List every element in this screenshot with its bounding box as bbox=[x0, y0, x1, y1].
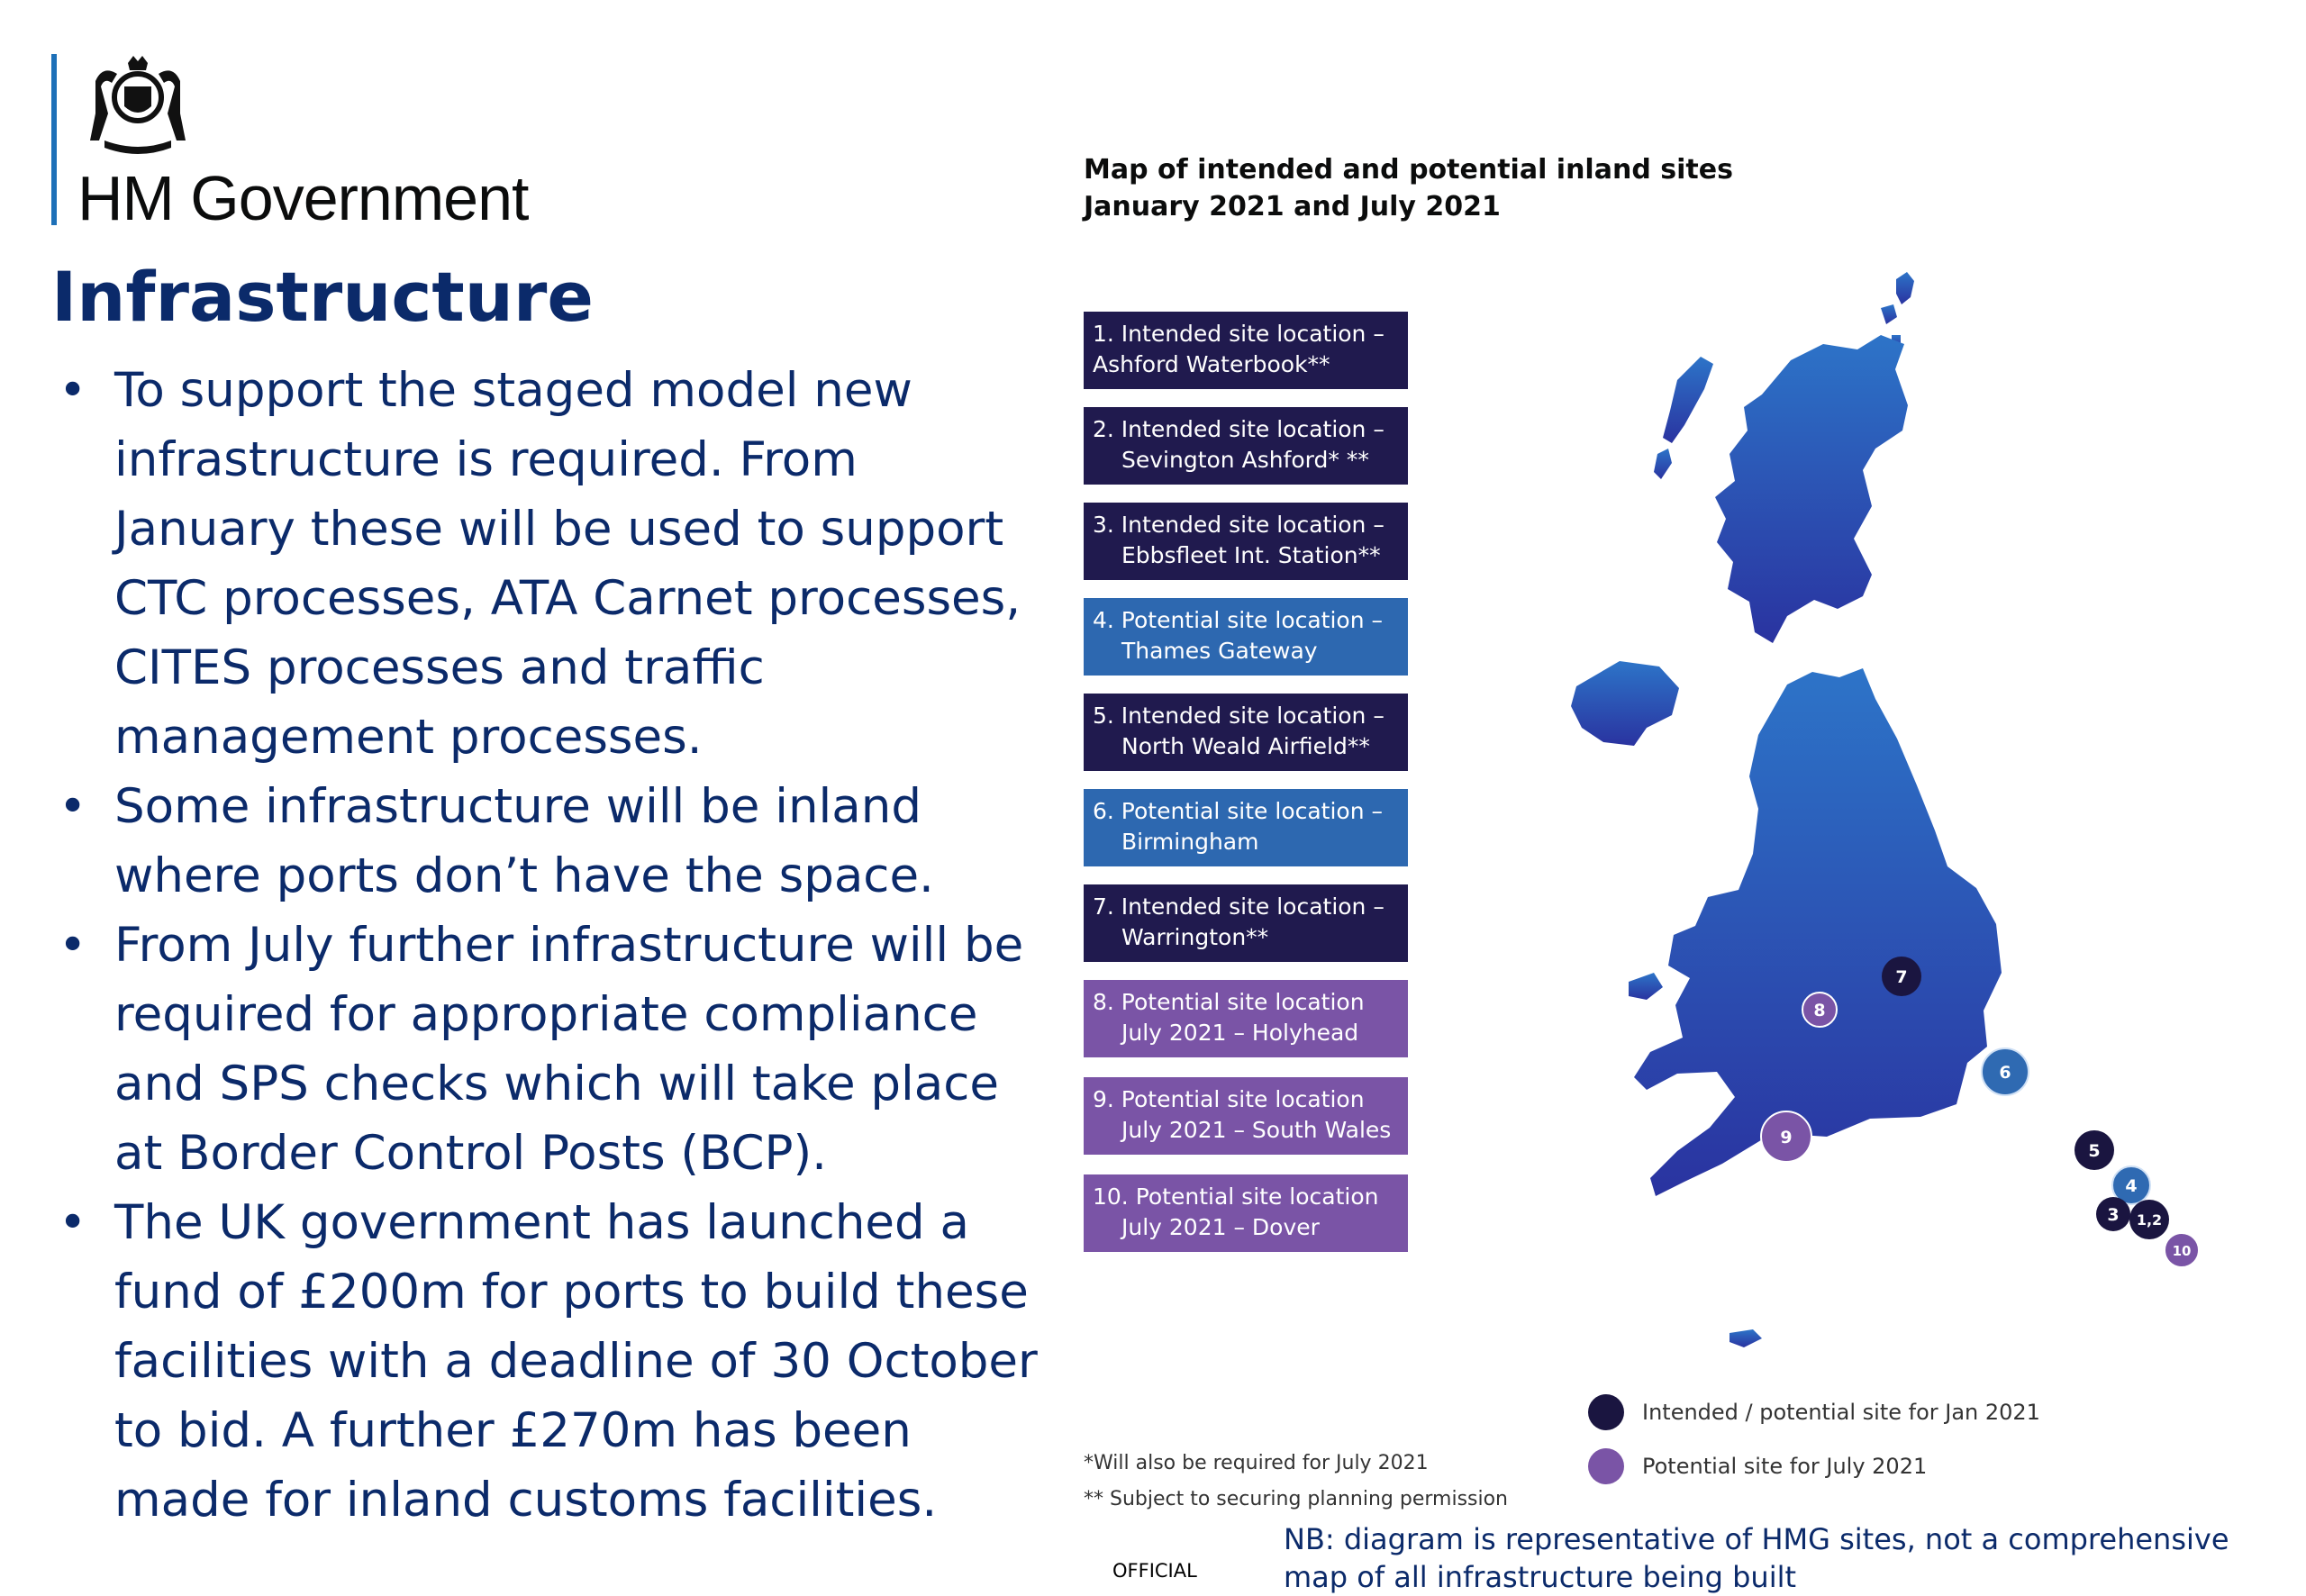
site-marker-8 bbox=[1802, 993, 1837, 1027]
list-item-text: To support the staged model new infrastructure is required. From January these will be used to support CTC processes, ATA Carnet processes, CITES processes and traffic management processes. bbox=[114, 363, 1021, 765]
diagram-note: NB: diagram is representative of HMG sites, not a comprehensive map of all infrastructure being built bbox=[1284, 1522, 2229, 1594]
potential-site-key-label: Potential site for July 2021 bbox=[1642, 1454, 1928, 1479]
royal-crest-icon bbox=[77, 54, 198, 158]
site-marker-label: 8 bbox=[1813, 1001, 1826, 1020]
site-marker-label: 6 bbox=[1999, 1063, 2011, 1083]
site-legend-line: North Weald Airfield** bbox=[1121, 733, 1370, 759]
bullet-icon: • bbox=[59, 363, 87, 418]
site-legend-5 bbox=[1084, 694, 1408, 771]
map-title bbox=[1084, 151, 1733, 225]
site-marker-label: 1,2 bbox=[2136, 1211, 2163, 1229]
intended-site-key-label: Intended / potential site for Jan 2021 bbox=[1642, 1400, 2040, 1425]
bullet-icon: • bbox=[59, 1195, 87, 1250]
uk-landmass bbox=[1571, 272, 2002, 1347]
organisation-name: HM Government bbox=[77, 163, 529, 233]
site-legend-line: 2. Intended site location – bbox=[1093, 416, 1385, 442]
site-legend-line: July 2021 – Dover bbox=[1121, 1214, 1320, 1240]
uk-map bbox=[1513, 261, 2261, 1369]
site-marker-label: 3 bbox=[2107, 1205, 2120, 1225]
brand-bar bbox=[51, 54, 57, 225]
site-legend-line: Birmingham bbox=[1121, 829, 1259, 855]
site-legend-line: 6. Potential site location – bbox=[1093, 798, 1384, 824]
site-marker-label: 5 bbox=[2088, 1141, 2101, 1161]
site-legend-line: July 2021 – Holyhead bbox=[1121, 1020, 1359, 1046]
page-title: Infrastructure bbox=[51, 257, 594, 337]
bullet-list bbox=[51, 356, 1051, 1535]
site-legend-7 bbox=[1084, 884, 1408, 962]
site-legend-line: 4. Potential site location – bbox=[1093, 607, 1384, 633]
footnote-july: *Will also be required for July 2021 bbox=[1084, 1452, 1429, 1474]
classification-label: OFFICIAL bbox=[1112, 1560, 1197, 1582]
bullet-icon: • bbox=[59, 779, 87, 834]
intended-site-key-dot bbox=[1588, 1394, 1624, 1430]
site-legend-1 bbox=[1084, 312, 1408, 389]
site-marker-5 bbox=[2074, 1130, 2114, 1170]
list-item-text: Some infrastructure will be inland where ports don’t have the space. bbox=[114, 779, 934, 903]
map-title-line-1: Map of intended and potential inland sites bbox=[1084, 154, 1733, 186]
site-legend-line: Thames Gateway bbox=[1121, 638, 1318, 664]
site-marker-label: 4 bbox=[2125, 1176, 2138, 1196]
site-legend-line: Ashford Waterbook** bbox=[1093, 351, 1330, 377]
footnote-planning: ** Subject to securing planning permission bbox=[1084, 1488, 1509, 1510]
site-marker-3 bbox=[2096, 1197, 2130, 1231]
site-legend-line: 10. Potential site location bbox=[1093, 1183, 1379, 1210]
list-item bbox=[51, 772, 1051, 911]
site-marker-label: 9 bbox=[1780, 1128, 1793, 1147]
site-legend-line: Ebbsfleet Int. Station** bbox=[1121, 542, 1381, 568]
site-legend-line: 8. Potential site location bbox=[1093, 989, 1365, 1015]
list-item bbox=[51, 1188, 1051, 1535]
site-legend-line: 7. Intended site location – bbox=[1093, 893, 1385, 920]
site-legend-2 bbox=[1084, 407, 1408, 485]
site-legend-line: 9. Potential site location bbox=[1093, 1086, 1365, 1112]
map-title-line-2: January 2021 and July 2021 bbox=[1084, 191, 1501, 222]
site-legend-6 bbox=[1084, 789, 1408, 866]
site-legend-3 bbox=[1084, 503, 1408, 580]
site-legend-line: July 2021 – South Wales bbox=[1121, 1117, 1392, 1143]
site-marker-1-2 bbox=[2129, 1200, 2169, 1239]
site-marker-9 bbox=[1761, 1111, 1811, 1162]
list-item bbox=[51, 356, 1051, 772]
site-marker-7 bbox=[1882, 957, 1921, 996]
site-legend-8 bbox=[1084, 980, 1408, 1057]
potential-site-key-dot bbox=[1588, 1448, 1624, 1484]
site-legend-line: 3. Intended site location – bbox=[1093, 512, 1385, 538]
site-legend-line: 5. Intended site location – bbox=[1093, 703, 1385, 729]
site-legend-4 bbox=[1084, 598, 1408, 676]
site-marker-label: 7 bbox=[1895, 967, 1908, 987]
site-legend-line: Sevington Ashford* ** bbox=[1121, 447, 1369, 473]
site-marker-6 bbox=[1982, 1048, 2029, 1095]
site-marker-10 bbox=[2165, 1233, 2199, 1267]
site-marker-label: 10 bbox=[2172, 1243, 2192, 1259]
site-legend-9 bbox=[1084, 1077, 1408, 1155]
list-item-text: From July further infrastructure will be required for appropriate compliance and SPS checks which will take place at Border Control Posts (BCP). bbox=[114, 918, 1024, 1181]
list-item-text: The UK government has launched a fund of £200m for ports to build these facilities with a deadline of 30 October to bid. A further £270m has been made for inland customs facilities. bbox=[114, 1195, 1038, 1528]
bullet-icon: • bbox=[59, 918, 87, 973]
site-legend-line: Warrington** bbox=[1121, 924, 1269, 950]
site-legend-line: 1. Intended site location – bbox=[1093, 321, 1385, 347]
site-legend-10 bbox=[1084, 1174, 1408, 1252]
list-item bbox=[51, 911, 1051, 1188]
